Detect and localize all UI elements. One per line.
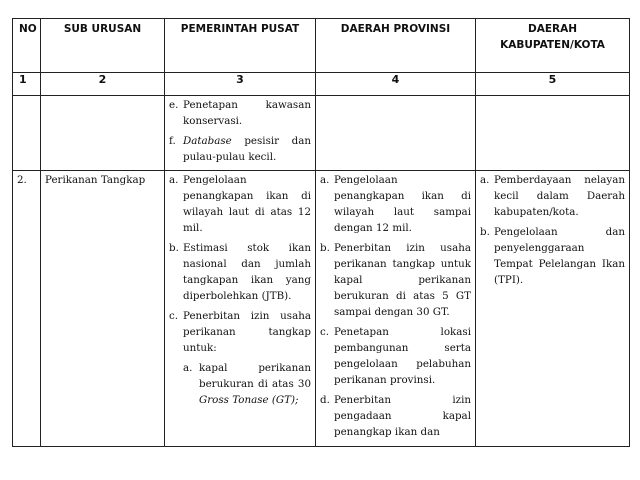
cell-sub-urusan: Perikanan Tangkap xyxy=(41,171,165,447)
cell-pusat xyxy=(165,171,316,447)
item-label: a. xyxy=(183,362,193,374)
cell-no: 2. xyxy=(13,171,41,447)
header-no: NO xyxy=(13,19,41,73)
cell-kabupaten xyxy=(476,96,630,171)
sub-list-item xyxy=(169,360,311,408)
item-text-italic: Database xyxy=(183,135,232,147)
table-row xyxy=(13,96,630,171)
item-label: b. xyxy=(169,242,179,254)
cell-provinsi xyxy=(316,171,476,447)
list-item xyxy=(480,224,625,288)
item-text: Estimasi stok ikan nasional dan jumlah tangkapan ikan yang diperbolehkan (JTB). xyxy=(183,242,311,302)
item-label: b. xyxy=(320,242,330,254)
header-pemerintah-pusat: PEMERINTAH PUSAT xyxy=(165,19,316,73)
list-item xyxy=(169,240,311,304)
item-label: c. xyxy=(169,310,179,322)
table-row xyxy=(13,171,630,447)
list-item xyxy=(480,172,625,220)
header-row xyxy=(13,19,630,73)
header-sub-urusan: SUB URUSAN xyxy=(41,19,165,73)
item-text: Pengelolaan penangkapan ikan di wilayah laut di atas 12 mil. xyxy=(183,174,311,234)
item-text: Pengelolaan penangkapan ikan di wilayah laut sampai dengan 12 mil. xyxy=(334,174,471,234)
item-label: a. xyxy=(320,174,330,186)
item-text: Penerbitan izin usaha perikanan tangkap untuk kapal perikanan berukuran di atas 5 GT sampai dengan 30 GT. xyxy=(334,242,471,318)
cell-kabupaten xyxy=(476,171,630,447)
header-daerah-provinsi: DAERAH PROVINSI xyxy=(316,19,476,73)
item-label: d. xyxy=(320,394,330,406)
list-item xyxy=(320,240,471,320)
column-number: 3 xyxy=(165,73,316,96)
cell-sub-urusan xyxy=(41,96,165,171)
list-item xyxy=(169,172,311,236)
list-item xyxy=(320,392,471,440)
cell-provinsi xyxy=(316,96,476,171)
item-text: Penetapan kawasan konservasi. xyxy=(183,99,311,127)
item-text-italic: Gross Tonase (GT); xyxy=(199,394,299,406)
item-label: b. xyxy=(480,226,490,238)
item-text: Pemberdayaan nelayan kecil dalam Daerah kabupaten/kota. xyxy=(494,174,625,218)
item-text xyxy=(183,133,311,165)
list-item xyxy=(320,172,471,236)
item-text: Penerbitan izin usaha perikanan tangkap untuk: xyxy=(183,310,311,354)
item-text: Pengelolaan dan penyelenggaraan Tempat Pelelangan Ikan (TPI). xyxy=(494,226,625,286)
item-text-pre: kapal perikanan berukuran di atas 30 xyxy=(199,362,311,390)
item-text: Penetapan lokasi pembangunan serta pengelolaan pelabuhan perikanan provinsi. xyxy=(334,326,471,386)
column-number: 4 xyxy=(316,73,476,96)
column-number: 5 xyxy=(476,73,630,96)
item-label: c. xyxy=(320,326,330,338)
item-label: e. xyxy=(169,99,179,111)
item-text-rest: pesisir dan pulau-pulau kecil. xyxy=(183,135,311,163)
list-item xyxy=(169,97,311,129)
column-number: 2 xyxy=(41,73,165,96)
item-text: Penerbitan izin pengadaan kapal penangkap ikan dan xyxy=(334,394,471,438)
item-label: f. xyxy=(169,135,176,147)
urusan-table xyxy=(12,18,630,447)
column-number-row xyxy=(13,73,630,96)
item-label: a. xyxy=(480,174,490,186)
list-item xyxy=(169,133,311,165)
item-text xyxy=(199,360,311,408)
item-label: a. xyxy=(169,174,179,186)
cell-pusat xyxy=(165,96,316,171)
list-item xyxy=(320,324,471,388)
list-item xyxy=(169,308,311,356)
header-daerah-kabupaten-kota: DAERAH KABUPATEN/KOTA xyxy=(476,19,630,73)
column-number: 1 xyxy=(13,73,41,96)
cell-no xyxy=(13,96,41,171)
